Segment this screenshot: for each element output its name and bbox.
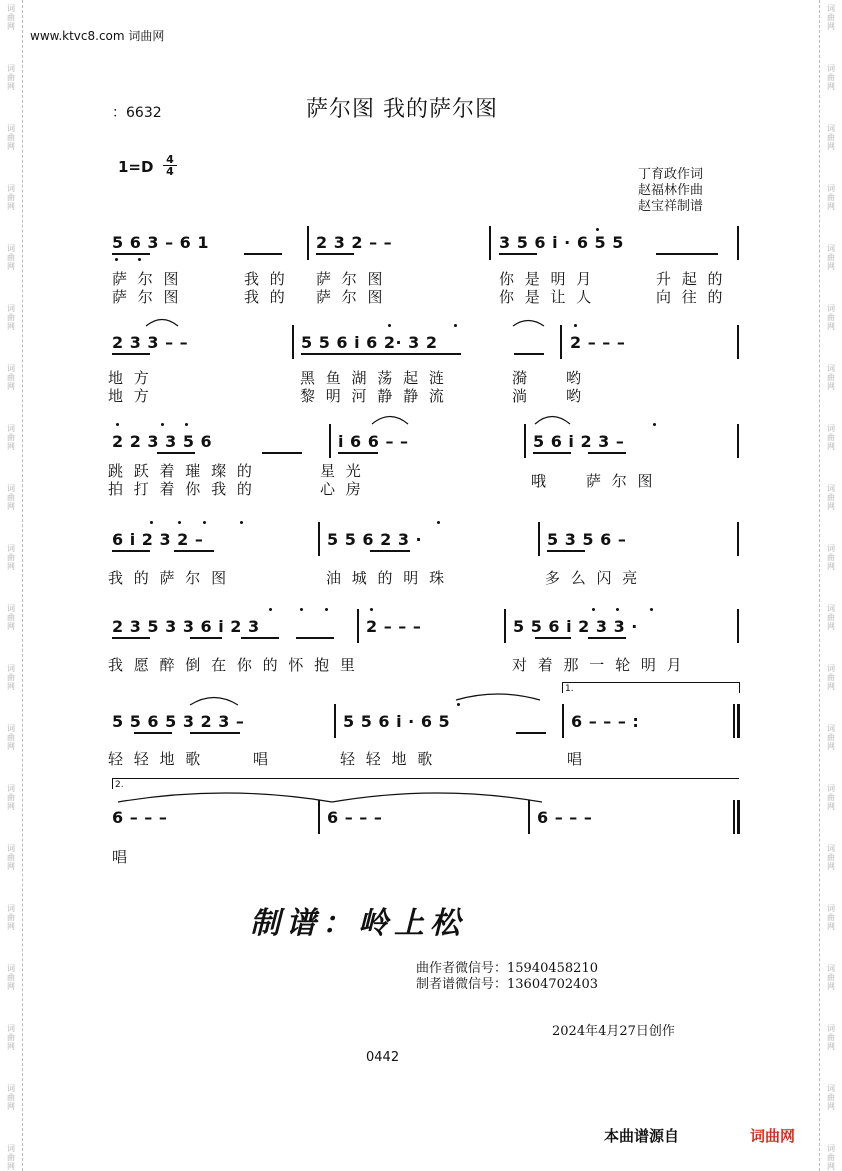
site-header[interactable]: www.ktvc8.com 词曲网 [30, 29, 165, 43]
watermark-text: 词 曲 网 [7, 1144, 15, 1171]
watermark-text: 词 曲 网 [7, 964, 15, 991]
arranger-credit: 赵宝祥制谱 [638, 199, 704, 214]
composer-contact: 曲作者微信号：15940458210 [416, 961, 598, 976]
arranger-contact: 制者谱微信号：13604702403 [416, 977, 598, 992]
watermark-text: 词 曲 网 [7, 904, 15, 931]
lyric: 萨 尔 图 [586, 472, 653, 490]
lyric: 唱 [112, 848, 128, 866]
song-title: 萨尔图 我的萨尔图 [306, 97, 498, 122]
watermark-text: 词 曲 网 [7, 544, 15, 571]
measure-group: 2 2 3 3 5 6 [112, 432, 213, 451]
lyric: 萨 尔 图 [316, 288, 383, 306]
watermark-text: 词 曲 网 [7, 184, 15, 211]
measure-group: 6 – – – : [571, 712, 640, 731]
watermark-text: 词 曲 网 [827, 544, 835, 571]
watermark-text: 词 曲 网 [7, 124, 15, 151]
watermark-text: 词 曲 网 [827, 784, 835, 811]
measure-group: i 6 6 – – [338, 432, 409, 451]
arranger-signature: 制谱：岭上松 [250, 906, 466, 941]
lyric: 黑 鱼 湖 荡 起 涟 [300, 369, 444, 387]
watermark-text: 词 曲 网 [7, 784, 15, 811]
lyric: 我 的 [244, 288, 285, 306]
measure-group: 5 5 6 i 2 3 3 · [513, 617, 638, 636]
lyric: 拍 打 着 你 我 的 [108, 480, 252, 498]
lyric: 地 方 [108, 369, 149, 387]
lyric: 轻 轻 地 歌 [340, 750, 433, 768]
lyric: 你 是 明 月 [499, 270, 592, 288]
measure-group: 5 6 3 – 6 1 [112, 233, 210, 252]
lyric: 我 愿 醉 倒 在 你 的 怀 抱 里 [108, 656, 355, 674]
watermark-text: 词 曲 网 [827, 304, 835, 331]
lyric: 萨 尔 图 [112, 270, 179, 288]
watermark-text: 词 曲 网 [827, 184, 835, 211]
page-number: 0442 [366, 1050, 400, 1065]
measure-group: 5 3 5 6 – [547, 530, 627, 549]
watermark-text: 词 曲 网 [827, 1084, 835, 1111]
slur [190, 698, 238, 706]
lyric: 地 方 [108, 387, 149, 405]
lyric: 黎 明 河 静 静 流 [300, 387, 444, 405]
watermark-text: 词 曲 网 [827, 904, 835, 931]
watermark-text: 词 曲 网 [7, 364, 15, 391]
lyric: 升 起 的 [656, 270, 723, 288]
watermark-text: 词 曲 网 [827, 244, 835, 271]
measure-group: 6 i 2 3 2 – [112, 530, 204, 549]
lyric: 淌 [512, 387, 528, 405]
watermark-text: 词 曲 网 [827, 1024, 835, 1051]
lyric: 萨 尔 图 [316, 270, 383, 288]
lyric: 哟 [566, 369, 582, 387]
watermark-text: 词 曲 网 [7, 304, 15, 331]
creation-date: 2024年4月27日创作 [552, 1024, 675, 1039]
composer-credit: 赵福林作曲 [638, 183, 704, 198]
watermark-text: 词 曲 网 [7, 724, 15, 751]
measure-group: 6 – – – [112, 808, 168, 827]
lyric: 我 的 [244, 270, 285, 288]
measure-group: 5 5 6 i 6 2· 3 2 [301, 333, 438, 352]
watermark-text: 词 曲 网 [7, 844, 15, 871]
measure-group: 6 – – – [537, 808, 593, 827]
watermark-text: 词 曲 网 [7, 484, 15, 511]
slur [372, 417, 408, 425]
lyric: 跳 跃 着 璀 璨 的 [108, 462, 252, 480]
first-ending-label: 1. [565, 684, 574, 694]
tie [332, 793, 542, 802]
watermark-text: 词 曲 网 [827, 64, 835, 91]
key-signature: 1=D [118, 158, 154, 176]
lyric: 油 城 的 明 珠 [326, 569, 445, 587]
lyric: 漪 [512, 369, 528, 387]
brand-link[interactable]: 词曲网 [750, 1127, 796, 1145]
watermark-text: 词 曲 网 [7, 1084, 15, 1111]
lyric: 萨 尔 图 [112, 288, 179, 306]
measure-group: 5 5 6 i · 6 5 [343, 712, 451, 731]
lyric: 哦 [531, 472, 547, 490]
measure-group: 5 5 6 5 3 2 3 – [112, 712, 245, 731]
time-bottom: 4 [163, 165, 177, 177]
watermark-text: 词 曲 网 [827, 4, 835, 31]
lyric: 对 着 那 一 轮 明 月 [512, 656, 682, 674]
slur [456, 694, 540, 700]
second-ending-label: 2. [115, 780, 124, 790]
measure-group: 2 3 5 3 3 6 i 2 3 [112, 617, 260, 636]
lyric: 轻 轻 地 歌 [108, 750, 201, 768]
watermark-text: 词 曲 网 [7, 4, 15, 31]
watermark-text: 词 曲 网 [7, 664, 15, 691]
watermark-text: 词 曲 网 [827, 124, 835, 151]
source-label: 本曲谱源自 [604, 1127, 680, 1145]
watermark-text: 词 曲 网 [827, 964, 835, 991]
slur [513, 321, 544, 327]
measure-group: 2 3 2 – – [316, 233, 393, 252]
lyric: 唱 [253, 750, 269, 768]
lyric: 我 的 萨 尔 图 [108, 569, 227, 587]
watermark-text: 词 曲 网 [7, 64, 15, 91]
watermark-text: 词 曲 网 [7, 244, 15, 271]
watermark-text: 词 曲 网 [827, 844, 835, 871]
measure-group: 2 3 3 – – [112, 333, 189, 352]
lyric: 向 往 的 [656, 288, 723, 306]
watermark-text: 词 曲 网 [7, 1024, 15, 1051]
watermark-text: 词 曲 网 [7, 424, 15, 451]
watermark-text: 词 曲 网 [827, 1144, 835, 1171]
lyric: 哟 [566, 387, 582, 405]
measure-group: 2 – – – [570, 333, 626, 352]
slur [146, 320, 178, 327]
watermark-text: 词 曲 网 [827, 664, 835, 691]
lyric: 心 房 [320, 480, 361, 498]
measure-group: 5 5 6 2 3 · [327, 530, 423, 549]
measure-group: 5 6 i 2 3 – [533, 432, 625, 451]
time-top: 4 [166, 153, 174, 166]
measure-group: 6 – – – [327, 808, 383, 827]
watermark-text: 词 曲 网 [827, 364, 835, 391]
watermark-text: 词 曲 网 [827, 604, 835, 631]
lyric: 星 光 [320, 462, 361, 480]
measure-group: 3 5 6 i · 6 5 5 [499, 233, 624, 252]
watermark-text: 词 曲 网 [827, 724, 835, 751]
tie [118, 793, 332, 802]
song-code: ：6632 [112, 105, 162, 121]
lyricist-credit: 丁育政作词 [638, 167, 704, 182]
measure-group: 2 – – – [366, 617, 422, 636]
lyric: 你 是 让 人 [499, 288, 592, 306]
lyric: 多 么 闪 亮 [545, 569, 638, 587]
watermark-text: 词 曲 网 [827, 484, 835, 511]
watermark-text: 词 曲 网 [7, 604, 15, 631]
lyric: 唱 [567, 750, 583, 768]
watermark-text: 词 曲 网 [827, 424, 835, 451]
slur [535, 417, 570, 425]
